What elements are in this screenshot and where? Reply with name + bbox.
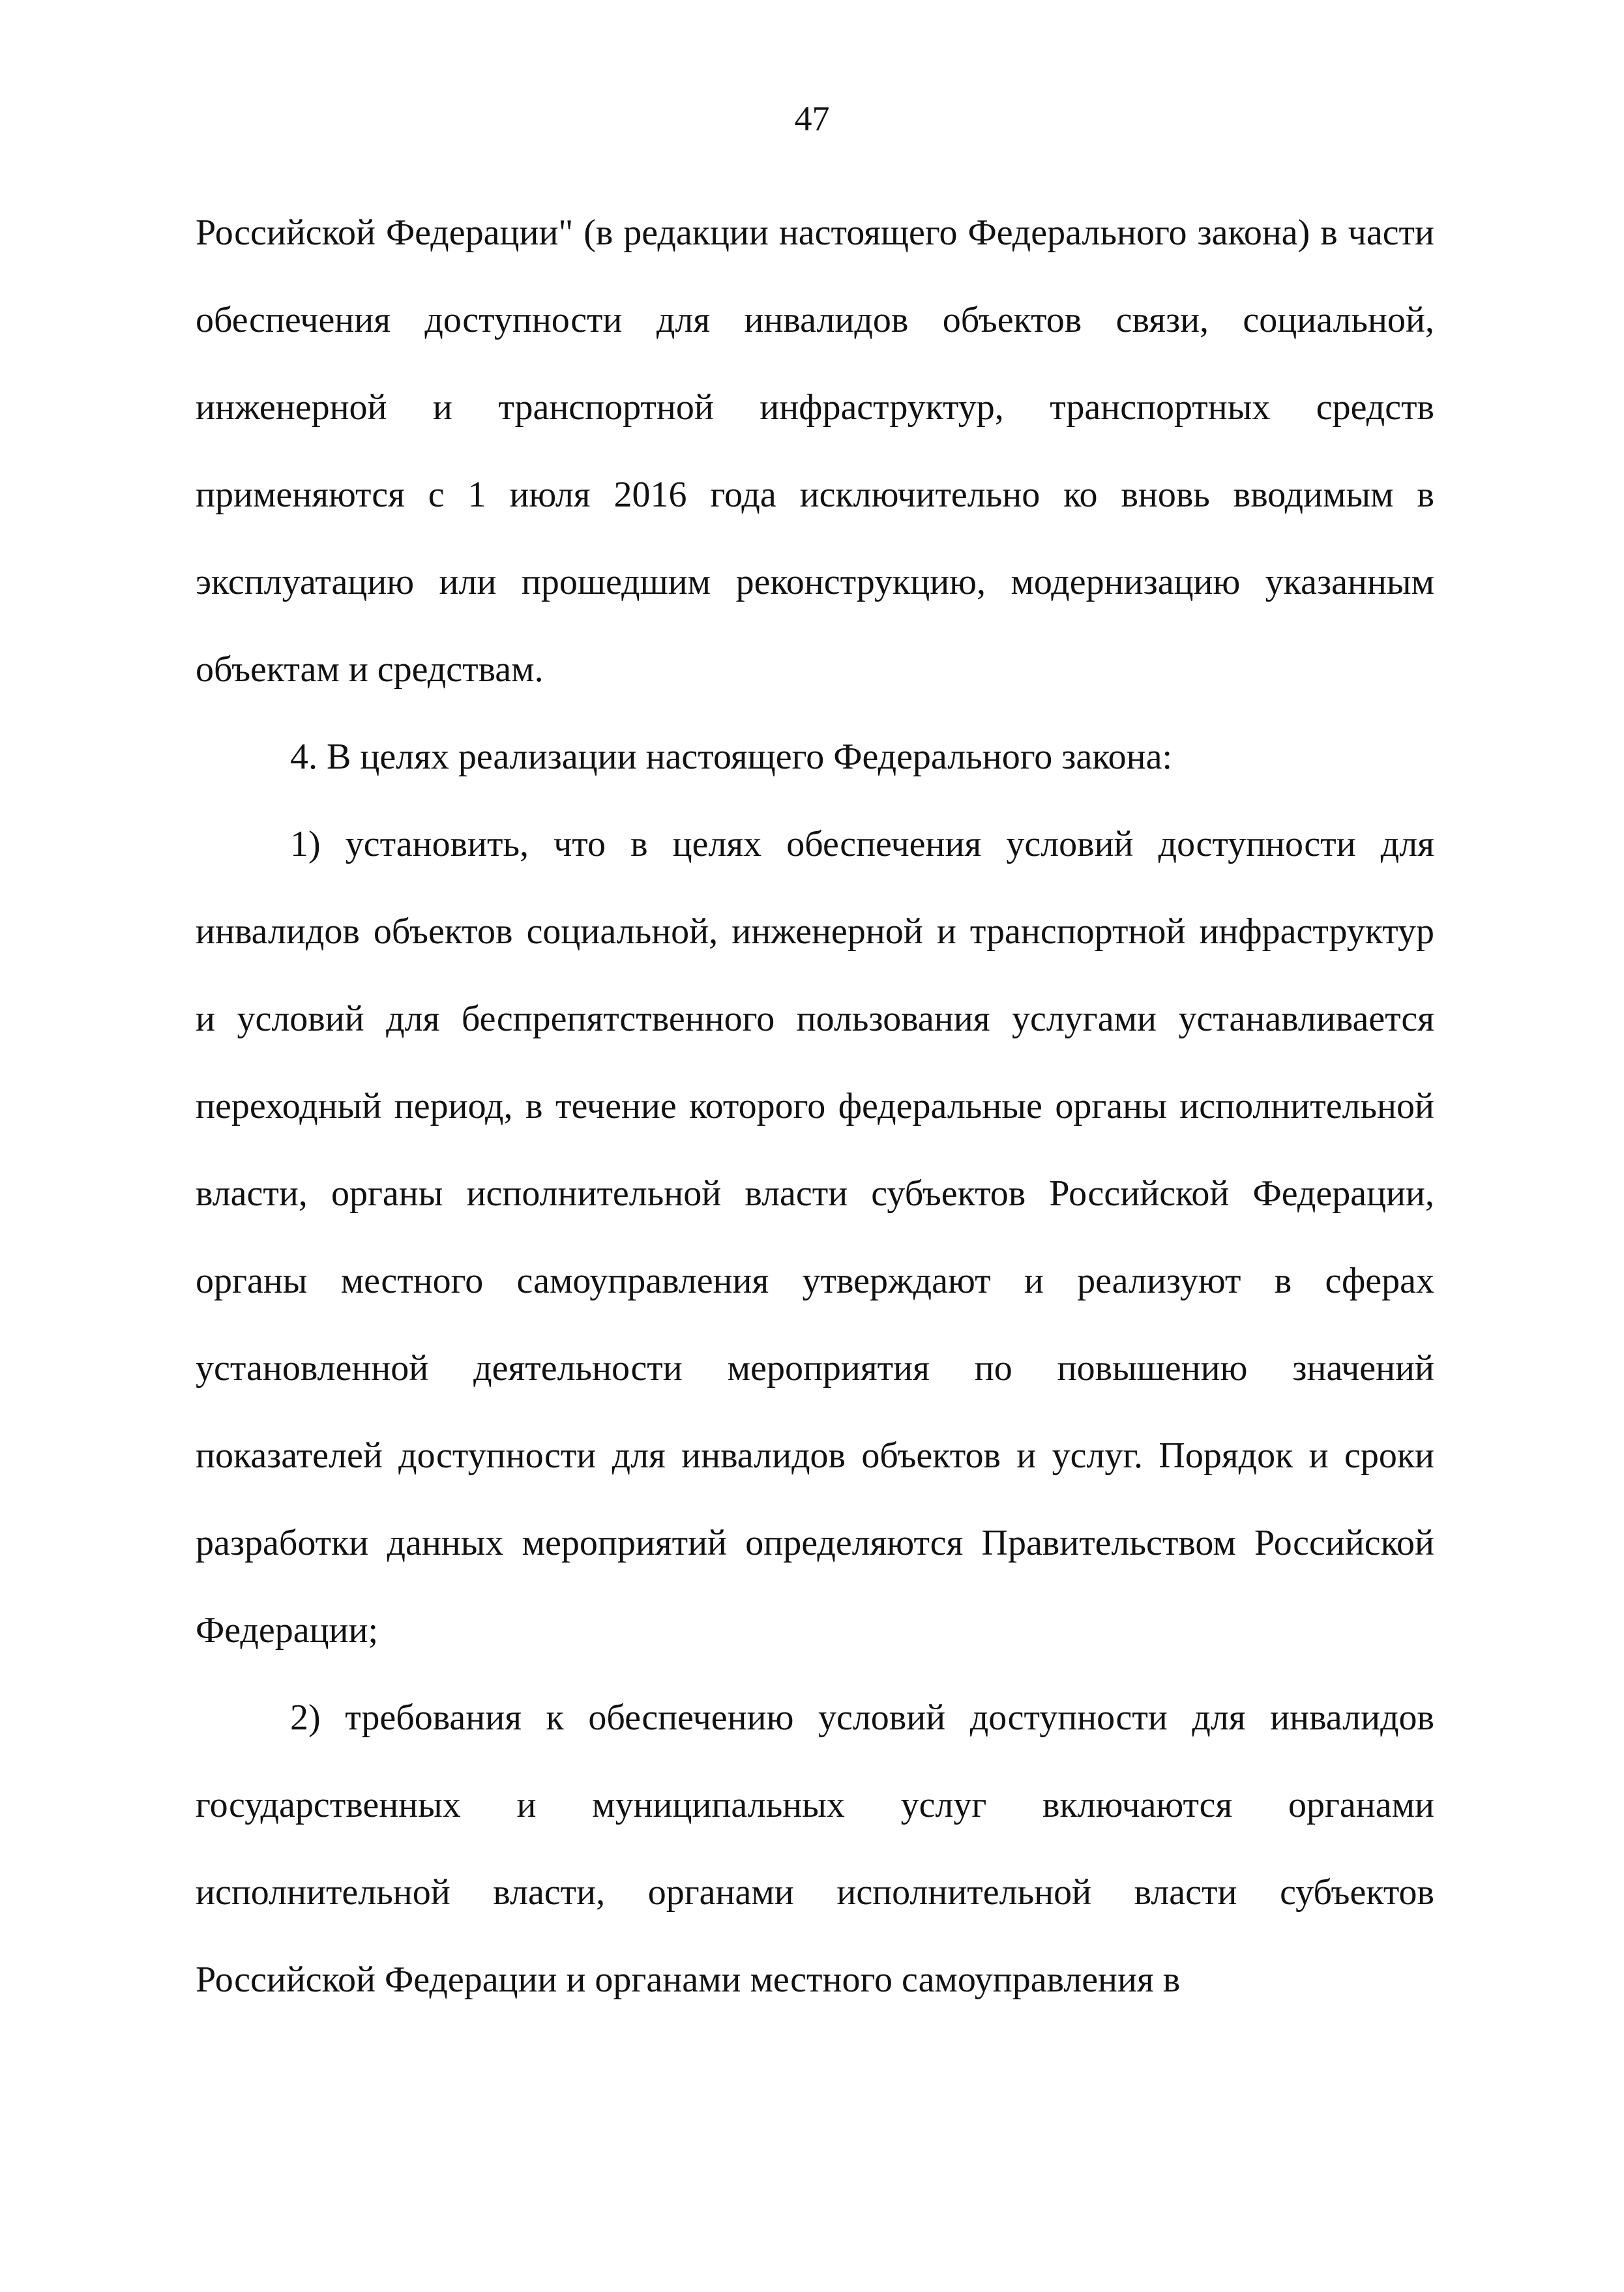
paragraph-subitem-2: 2) требования к обеспечению условий доступности для инвалидов государственных и муниципальных услуг включаются органами исполнительной власти, органами исполнительной власти субъектов Российской Федерации и органами местного самоуправления в [196,1697,1434,2000]
paragraph-continuation: Российской Федерации" (в редакции настоящего Федерального закона) в части обеспечения доступности для инвалидов объектов связи, социальной, инженерной и транспортной инфраструктур, транспортных средств применяются с 1 июля 2016 года исключительно ко вновь вводимым в эксплуатацию или прошедшим реконструкцию, модернизацию указанным объектам и средствам. [196,213,1434,690]
document-body [196,189,1434,2023]
page-number: 47 [794,99,830,138]
paragraph-item-4: 4. В целях реализации настоящего Федерального закона: [290,737,1173,777]
paragraph-subitem-1: 1) установить, что в целях обеспечения условий доступности для инвалидов объектов социальной, инженерной и транспортной инфраструктур и условий для беспрепятственного пользования услугами устанавливается переходный период, в течение которого федеральные органы исполнительной власти, органы исполнительной власти субъектов Российской Федерации, органы местного самоуправления утверждают и реализуют в сферах установленной деятельности мероприятия по повышению значений показателей доступности для инвалидов объектов и услуг. Порядок и сроки разработки данных мероприятий определяются Правительством Российской Федерации; [196,824,1434,1651]
